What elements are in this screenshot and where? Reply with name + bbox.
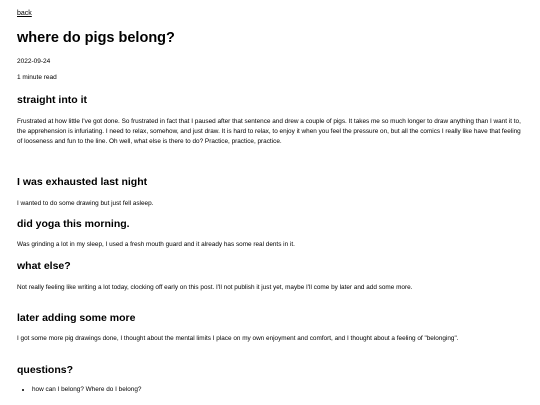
section-heading-later-adding: later adding some more bbox=[17, 312, 136, 324]
post-date: 2022-09-24 bbox=[17, 58, 51, 65]
section-heading-exhausted: I was exhausted last night bbox=[17, 176, 148, 188]
section-heading-questions: questions? bbox=[17, 364, 74, 376]
section-heading-yoga: did yoga this morning. bbox=[17, 218, 130, 230]
questions-list bbox=[17, 385, 141, 395]
post-title: where do pigs belong? bbox=[17, 30, 175, 46]
section-heading-straight-into-it: straight into it bbox=[17, 94, 87, 106]
section-body-exhausted: I wanted to do some drawing but just fell asleep. bbox=[17, 200, 154, 207]
read-time: 1 minute read bbox=[17, 74, 57, 81]
back-link[interactable]: back bbox=[17, 10, 32, 17]
list-item: • how can I belong? Where do I belong? bbox=[32, 385, 141, 395]
section-body-what-else: Not really feeling like writing a lot today, clocking off early on this post. I'll not publish it just yet, maybe I'll come by later and add some more. bbox=[17, 284, 413, 291]
section-body-yoga: Was grinding a lot in my sleep, I used a fresh mouth guard and it already has some real dents in it. bbox=[17, 241, 295, 248]
section-heading-what-else: what else? bbox=[17, 260, 71, 272]
section-body-straight-into-it: Frustrated at how little I've got done. So frustrated in fact that I paused after that sentence and drew a couple of pigs. It takes me so much longer to draw anything than I want it to, the apprehension is infuriating. I need to relax, somehow, and just draw. It is hard to relax, to enjoy it when you feel the pressure on, but all the comics I really like have that feeling of looseness and fun to the line. Oh well, what else is there to do? Practice, practice, practice. bbox=[17, 118, 521, 145]
section-body-later-adding: I got some more pig drawings done, I thought about the mental limits I place on my own enjoyment and comfort, and I thought about a feeling of "belonging". bbox=[17, 335, 459, 342]
